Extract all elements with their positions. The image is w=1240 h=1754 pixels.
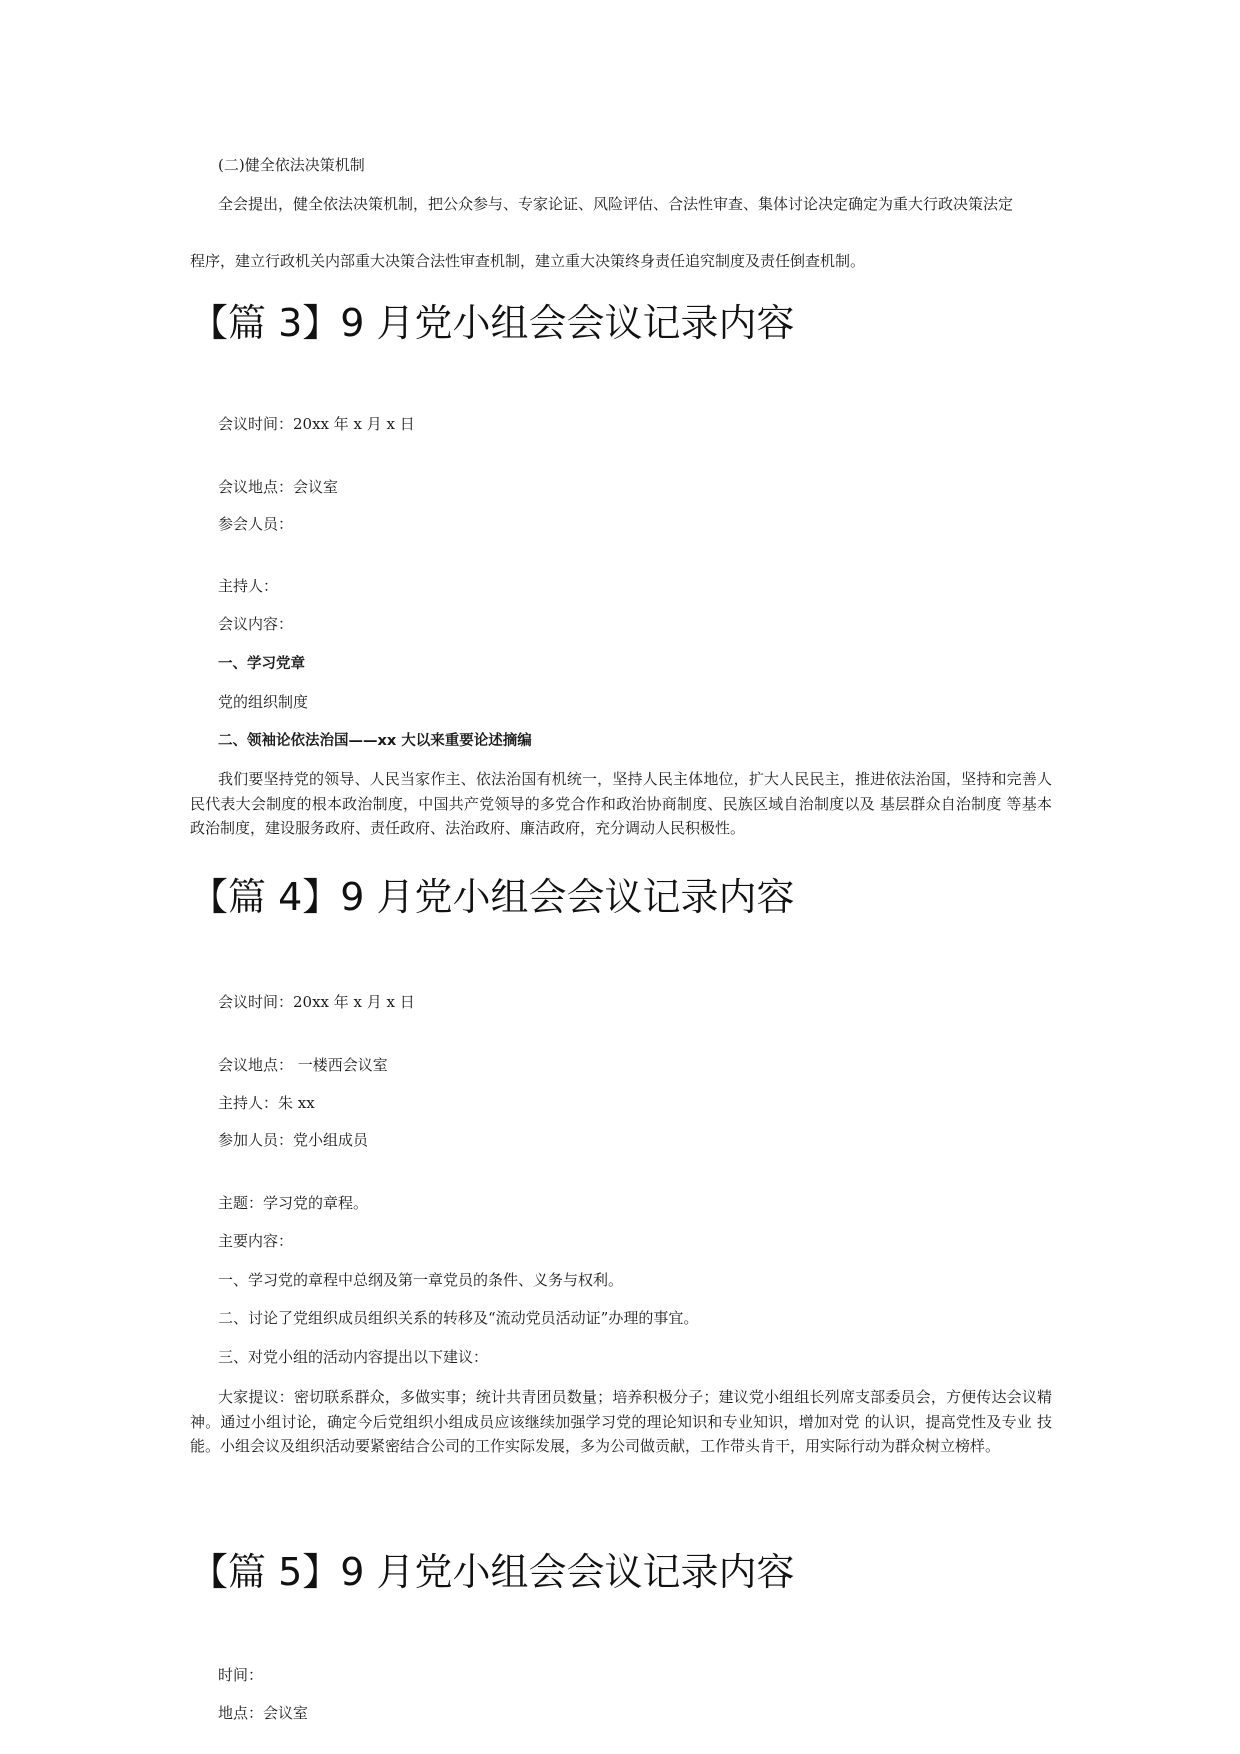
host: 主持人： bbox=[218, 577, 279, 595]
item-2-paragraph: 我们要坚持党的领导、人民当家作主、依法治国有机统一，坚持人民主体地位，扩大人民民主，推进依法治国，坚持和完善人民代表大会制度的根本政治制度，中国共产党领导的多党合作和政治协商制度、民族区域自治制度以及 基层群众自治制度 等基本政治制度，建设服务政府、责任政府、法治政府、廉洁政府，充分调动人民积极性。 bbox=[190, 770, 1052, 837]
point-3: 三、对党小组的活动内容提出以下建议： bbox=[218, 1348, 489, 1366]
item-1-heading: 一、学习党章 bbox=[218, 656, 305, 672]
main-content-label: 主要内容： bbox=[218, 1232, 294, 1250]
point-2: 二、讨论了党组织成员组织关系的转移及“流动党员活动证”办理的事宜。 bbox=[218, 1309, 699, 1327]
content-label: 会议内容： bbox=[218, 615, 294, 633]
meeting-place: 地点：会议室 bbox=[218, 1704, 309, 1722]
attendees: 参会人员： bbox=[218, 515, 294, 533]
suggestion-paragraph: 大家提议：密切联系群众，多做实事；统计共青团员数量；培养积极分子；建议党小组组长列席支部委员会，方便传达会议精 神。通过小组讨论，确定今后党组织小组成员应该继续加强学习党的理论知识和专业知识，增加对党 的认识，提高党性及专业 技能。小组会议及组织活动要紧密结合公司的工作实际发展，多为公司做贡献，工作带头肯干，用实际行动为群众树立榜样。 bbox=[190, 1388, 1052, 1455]
meeting-place: 会议地点： 一楼西会议室 bbox=[218, 1056, 388, 1074]
item-2-heading: 二、领袖论依法治国——xx 大以来重要论述摘编 bbox=[218, 733, 532, 749]
article-3-title: 【篇 3】9 月党小组会会议记录内容 bbox=[190, 301, 795, 345]
article-4-title: 【篇 4】9 月党小组会会议记录内容 bbox=[190, 875, 795, 919]
topic: 主题：学习党的章程。 bbox=[218, 1194, 369, 1212]
meeting-time: 时间： bbox=[218, 1666, 264, 1684]
paragraph-line: 全会提出，健全依法决策机制，把公众参与、专家论证、风险评估、合法性审查、集体讨论决定确定为重大行政决策法定 bbox=[218, 195, 1014, 213]
host: 主持人：朱 xx bbox=[218, 1094, 315, 1112]
meeting-time: 会议时间：20xx 年 x 月 x 日 bbox=[218, 415, 415, 433]
attendees: 参加人员：党小组成员 bbox=[218, 1131, 369, 1149]
meeting-place: 会议地点：会议室 bbox=[218, 478, 339, 496]
meeting-time: 会议时间：20xx 年 x 月 x 日 bbox=[218, 993, 415, 1011]
article-5-title: 【篇 5】9 月党小组会会议记录内容 bbox=[190, 1550, 795, 1594]
item-1-text: 党的组织制度 bbox=[218, 693, 309, 711]
section-subtitle: (二)健全依法决策机制 bbox=[218, 156, 365, 174]
point-1: 一、学习党的章程中总纲及第一章党员的条件、义务与权利。 bbox=[218, 1271, 624, 1289]
paragraph-line: 程序，建立行政机关内部重大决策合法性审查机制，建立重大决策终身责任追究制度及责任倒查机制。 bbox=[190, 252, 866, 270]
